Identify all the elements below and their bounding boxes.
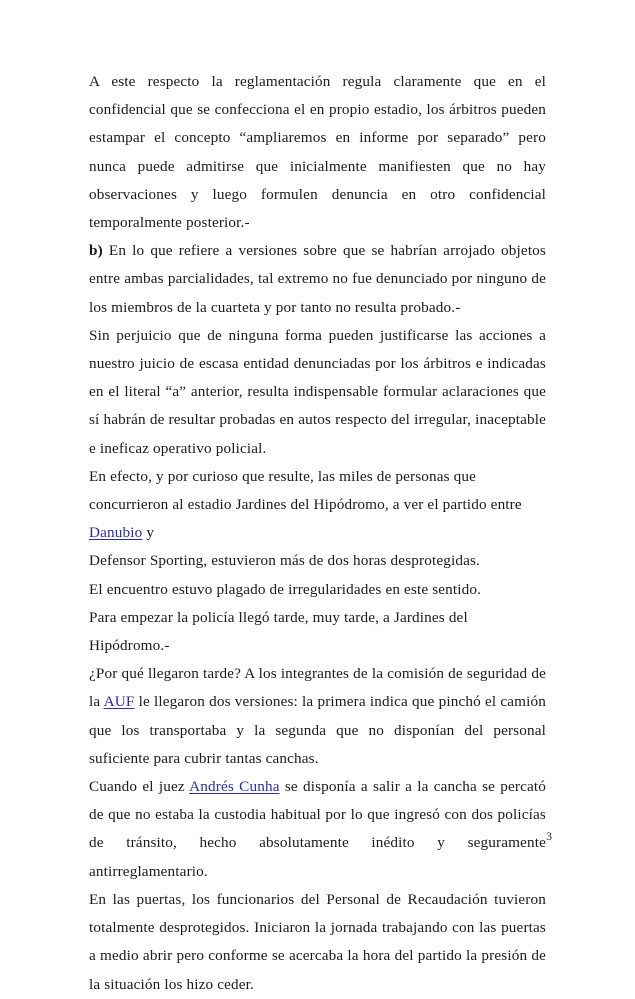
paragraph-8	[89, 660, 546, 773]
list-marker-b: b)	[89, 242, 103, 260]
paragraph-8-text-after: le llegaron dos versiones: la primera indica que pinchó el camión que los transportaba y la segunda que no disponían del personal suficiente para cubrir tantas canchas.	[89, 693, 546, 767]
paragraph-1: A este respecto la reglamentación regula claramente que en el confidencial que se confecciona el en propio estadio, los árbitros pueden estampar el concepto “ampliaremos en informe por separado” pero nunca puede admitirse que inicialmente manifiesten que no hay observaciones y luego formulen denuncia en otro confidencial temporalmente posterior.-	[89, 73, 546, 232]
paragraph-4-text-after: y	[142, 524, 155, 542]
paragraph-4	[89, 463, 546, 548]
paragraph-7: Para empezar la policía llegó tarde, muy tarde, a Jardines del Hipódromo.-	[89, 608, 468, 655]
paragraph-2-text: En lo que refiere a versiones sobre que se habrían arrojado objetos entre ambas parcialidades, tal extremo no fue denunciado por ninguno de los miembros de la cuarteta y por tanto no resulta probado.-	[89, 242, 546, 316]
paragraph-6: El encuentro estuvo plagado de irregularidades en este sentido.	[89, 580, 482, 598]
paragraph-2	[89, 237, 546, 322]
paragraph-3: Sin perjuicio que de ninguna forma pueden justificarse las acciones a nuestro juicio de escasa entidad denunciadas por los árbitros e indicadas en el literal “a” anterior, resulta indispensable formular aclaraciones que sí habrán de resultar probadas en autos respecto del irregular, inaceptable e ineficaz operativo policial.	[89, 326, 546, 457]
link-auf[interactable]: AUF	[103, 693, 135, 711]
link-danubio[interactable]: Danubio	[89, 524, 143, 542]
paragraph-9-text-after: se disponía a salir a la cancha se percató de que no estaba la custodia habitual por lo que ingresó con dos policías de tránsito, hecho absolutamente inédito y seguramente antirreglamentario.	[89, 778, 546, 880]
paragraph-8-text-before: ¿Por qué llegaron tarde? A los integrantes de la comisión de seguridad de la	[89, 665, 546, 711]
paragraph-10: En las puertas, los funcionarios del Personal de Recaudación tuvieron totalmente desprotegidos. Iniciaron la jornada trabajando con las puertas a medio abrir pero conforme se acercaba la hora del partido la presión de la situación los hizo ceder.	[89, 890, 546, 993]
paragraph-4-text-before: En efecto, y por curioso que resulte, las miles de personas que concurrieron al estadio Jardines del Hipódromo, a ver el partido entre	[89, 467, 522, 514]
link-andres-cunha[interactable]: Andrés Cunha	[189, 778, 280, 796]
page-number: 3	[546, 831, 552, 843]
paragraph-9-text-before: Cuando el juez	[89, 778, 190, 796]
document-text-body	[89, 68, 546, 999]
paragraph-5: Defensor Sporting, estuvieron más de dos horas desprotegidas.	[89, 552, 480, 570]
